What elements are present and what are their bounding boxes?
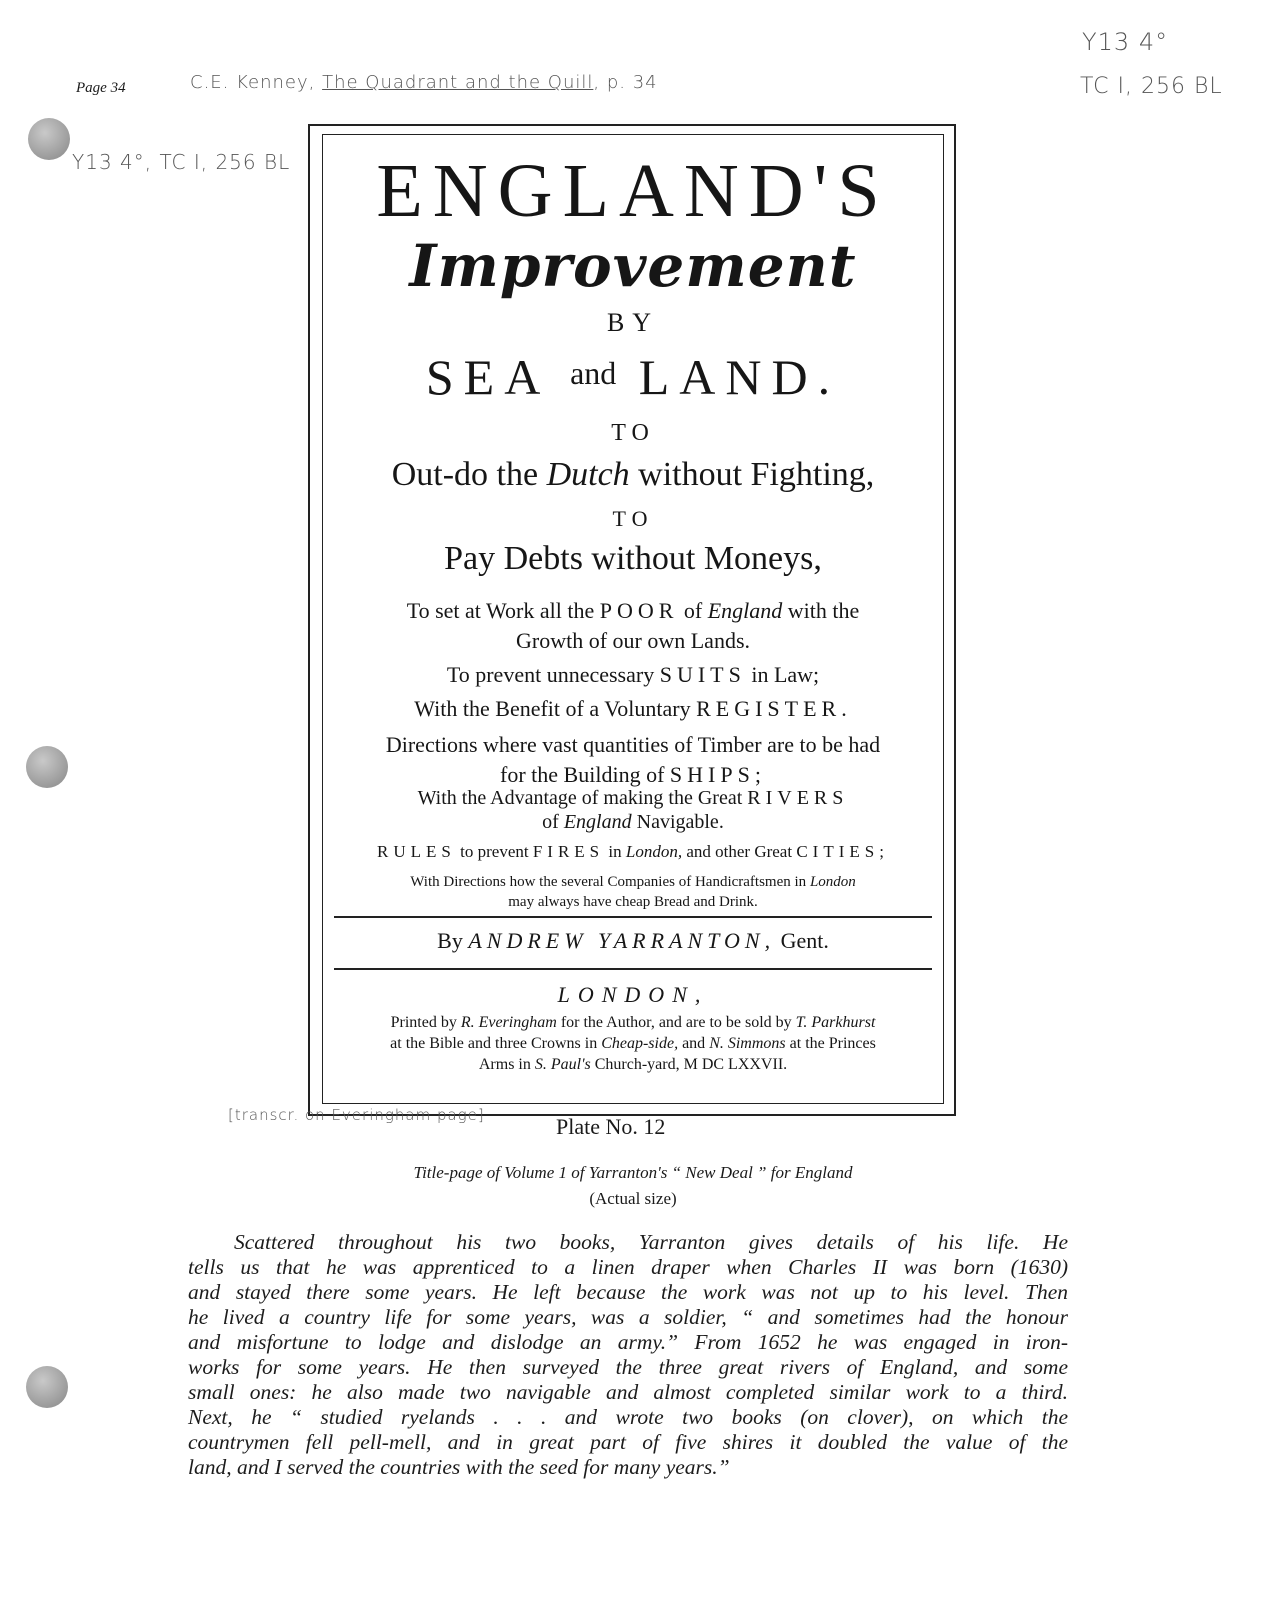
title-prevent-suits [322, 660, 944, 690]
author-name: ANDREW YARRANTON, [468, 928, 776, 953]
rivers-england: England [563, 811, 632, 833]
prevent-text-b: in Law; [751, 662, 820, 687]
rivers-rivers: RIVERS [747, 787, 849, 809]
imprint-1c: for the Author, and are to be sold by [560, 1014, 792, 1031]
rules-text-b: to prevent [460, 842, 529, 861]
rules-rules: RULES [377, 842, 456, 861]
body-line: countrymen fell pell-mell, and in great part of five shires it doubled the value of the [188, 1430, 1068, 1454]
rivers-text-b: Navigable. [636, 811, 724, 833]
imprint-3b: S. Paul's [534, 1056, 591, 1073]
imprint-2d: N. Simmons [709, 1035, 786, 1052]
title-to-1: TO [611, 420, 655, 446]
rivers-text-a: With the Advantage of making the Great [417, 787, 743, 809]
prevent-text-a: To prevent unnecessary [446, 662, 655, 687]
title-sea-and-land [322, 348, 944, 406]
title-sea: SEA [425, 349, 548, 405]
reference-page: , p. 34 [593, 72, 658, 93]
punch-hole-top [28, 118, 70, 160]
rivers-of: of [542, 811, 559, 833]
title-outdo-dutch [322, 456, 944, 494]
imprint-1d: T. Parkhurst [795, 1014, 876, 1031]
handwritten-reference [190, 72, 658, 93]
plate-number: Plate No. 12 [556, 1114, 666, 1139]
caption-size: (Actual size) [589, 1189, 677, 1208]
imprint-city: LONDON, [557, 982, 709, 1007]
author-by: By [437, 928, 463, 953]
imprint-3a: Arms in [478, 1056, 531, 1073]
title-pay-debts: Pay Debts without Moneys, [444, 540, 822, 577]
body-line: and stayed there some years. He left because the work was not up to his level. Then [188, 1280, 1068, 1304]
timber-text-a: Directions where vast quantities of Timber are to be had [385, 732, 881, 757]
catalog-note-left: Y13 4°, TC I, 256 BL [72, 150, 291, 174]
timber-text-b: for the Building of [500, 762, 665, 787]
body-paragraph [188, 1230, 1068, 1480]
prevent-suits: SUITS [659, 662, 746, 687]
title-author [322, 928, 944, 954]
imprint-2c: and [682, 1035, 706, 1052]
rules-cities: CITIES; [796, 842, 889, 861]
title-and: and [570, 355, 617, 391]
reference-title: The Quadrant and the Quill [322, 72, 594, 93]
plate-caption [322, 1160, 944, 1212]
punch-hole-middle [26, 746, 68, 788]
body-line: Scattered throughout his two books, Yarranton gives details of his life. He [234, 1230, 1068, 1254]
set-text-b: with the [787, 598, 860, 623]
page-number: Page 34 [76, 80, 126, 96]
body-line: small ones: he also made two navigable and almost completed similar work to a third. [188, 1380, 1068, 1404]
imprint-1b: R. Everingham [460, 1014, 557, 1031]
title-register [322, 694, 944, 724]
title-rule-lower [334, 968, 932, 970]
title-to-2: TO [612, 506, 654, 531]
catalog-note-top-1: Y13 4° [1082, 28, 1169, 56]
title-england: ENGLAND'S [376, 149, 890, 233]
set-of: of [683, 598, 703, 623]
punch-hole-bottom [26, 1366, 68, 1408]
caption-title: Title-page of Volume 1 of Yarranton's “ New Deal ” for England [413, 1163, 853, 1182]
set-england: England [707, 598, 783, 623]
body-line: Next, he “ studied ryelands . . . and wrote two books (on clover), on which the [188, 1405, 1068, 1429]
body-line: and misfortune to lodge and dislodge an army.” From 1652 he was engaged in iron- [188, 1330, 1068, 1354]
outdo-text-a: Out-do the [391, 456, 539, 493]
imprint-details [322, 1012, 944, 1075]
imprint-2e: at the Princes [789, 1035, 876, 1052]
set-text-c: Growth of our own Lands. [515, 628, 751, 653]
outdo-text-b: without Fighting, [638, 456, 875, 493]
title-bread-drink [322, 872, 944, 912]
register-text-a: With the Benefit of a Voluntary [414, 696, 691, 721]
set-poor: POOR [599, 598, 679, 623]
title-by: BY [606, 308, 660, 337]
title-rivers [322, 786, 944, 834]
catalog-note-top-2: TC I, 256 BL [1080, 74, 1223, 99]
title-set-to-work [322, 596, 944, 656]
outdo-dutch: Dutch [546, 456, 630, 493]
register-text-b: REGISTER. [696, 696, 852, 721]
reference-author: C.E. Kenney, [190, 72, 316, 93]
title-land: LAND. [638, 349, 841, 405]
bread-text-a: With Directions how the several Companies of Handicraftsmen in [410, 874, 807, 890]
imprint-2a: at the Bible and three Crowns in [390, 1035, 598, 1052]
body-line: he lived a country life for some years, was a soldier, “ and sometimes had the honour [188, 1305, 1068, 1329]
handwritten-transcription-note: [transcr. on Everingham page] [228, 1106, 485, 1124]
title-improvement: Improvement [409, 232, 857, 300]
rules-london: London, [625, 842, 683, 861]
rules-text-c: and other Great [686, 842, 793, 861]
body-line: tells us that he was apprenticed to a linen draper when Charles II was born (1630) [188, 1255, 1068, 1279]
timber-ships: SHIPS; [669, 762, 766, 787]
set-text-a: To set at Work all the [406, 598, 595, 623]
imprint-3c: Church-yard, M DC LXXVII. [594, 1056, 788, 1073]
rules-fires: FIRES [532, 842, 605, 861]
bread-london: London [809, 874, 856, 890]
title-rule-upper [334, 916, 932, 918]
author-gent: Gent. [780, 928, 829, 953]
imprint-2b: Cheap-side, [601, 1035, 679, 1052]
title-rules-fires [322, 842, 944, 862]
rules-in: in [608, 842, 622, 861]
body-line: land, and I served the countries with the seed for many years.” [188, 1455, 730, 1479]
bread-text-b: may always have cheap Bread and Drink. [508, 894, 758, 910]
title-timber-ships [322, 730, 944, 790]
imprint-1a: Printed by [390, 1014, 457, 1031]
body-line: works for some years. He then surveyed the three great rivers of England, and some [188, 1355, 1068, 1379]
